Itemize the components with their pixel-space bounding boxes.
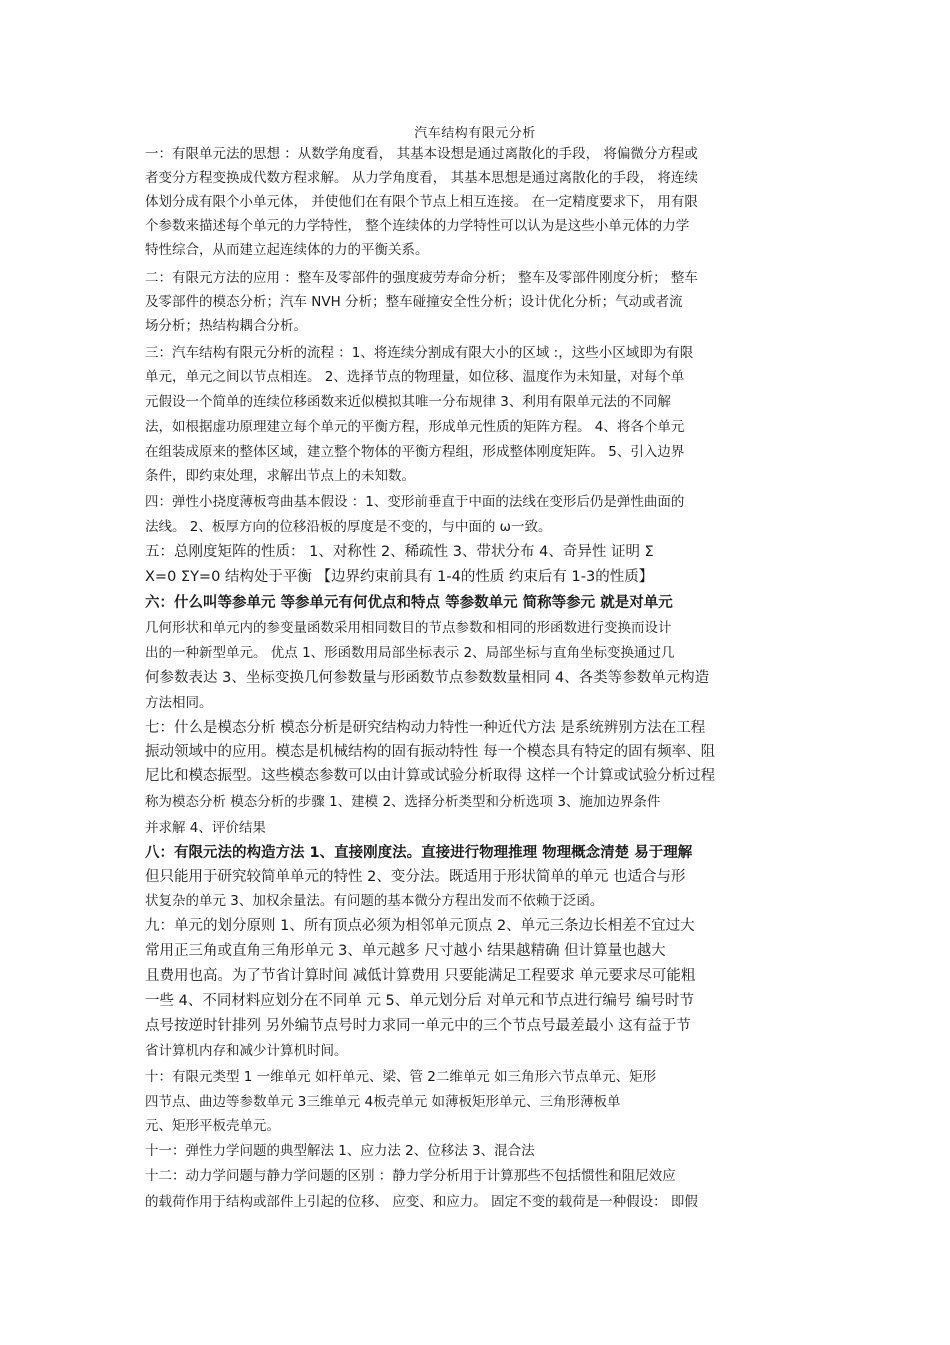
text-line: 十：有限元类型 1 一维单元 如杆单元、梁、管 2二维单元 如三角形六节点单元、矩形 (145, 1069, 657, 1085)
text-line: 者变分方程变换成代数方程求解。 从力学角度看， 其基本思想是通过离散化的手段， 将连续 (145, 170, 698, 186)
text-line: 一些 4、不同材料应划分在不同单 元 5、单元划分后 对单元和节点进行编号 编号时节 (145, 993, 694, 1009)
text-line: 四：弹性小挠度薄板弯曲基本假设 ：1、变形前垂直于中面的法线在变形后仍是弹性曲面的 (145, 494, 685, 510)
text-line: 六：什么叫等参单元 等参单元有何优点和特点 等参数单元 简称等参元 就是对单元 (145, 595, 673, 611)
text-line: 单元，单元之间以节点相连。 2、选择节点的物理量，如位移、温度作为未知量，对每个单 (145, 369, 685, 385)
text-line: 元假设一个简单的连续位移函数来近似模拟其唯一分布规律 3、利用有限单元法的不同解 (145, 394, 671, 410)
text-line: 省计算机内存和减少计算机时间。 (145, 1043, 348, 1059)
text-line: 常用正三角或直角三角形单元 3、单元越多 尺寸越小 结果越精确 但计算量也越大 (145, 943, 666, 959)
text-line: 状复杂的单元 3、加权余量法。有问题的基本微分方程出发而不依赖于泛函。 (145, 893, 604, 909)
text-line: X=0 ΣY=0 结构处于平衡 【边界约束前具有 1-4的性质 约束后有 1-3的性质】 (145, 569, 654, 585)
text-line: 振动领域中的应用。模态是机械结构的固有振动特性 每一个模态具有特定的固有频率、阻 (145, 744, 716, 760)
text-line: 元、矩形平板壳单元。 (145, 1118, 280, 1134)
text-line: 的载荷作用于结构或部件上引起的位移、 应变、和应力。 固定不变的载荷是一种假设： 即假 (145, 1194, 698, 1210)
text-line: 并求解 4、评价结果 (145, 820, 266, 836)
text-line: 出的一种新型单元。 优点 1、形函数用局部坐标表示 2、局部坐标与直角坐标变换通过几 (145, 645, 675, 661)
text-line: 四节点、曲边等参数单元 3三维单元 4板壳单元 如薄板矩形单元、三角形薄板单 (145, 1094, 621, 1110)
text-line: 条件，即约束处理，求解出节点上的未知数。 (145, 468, 415, 484)
document-title: 汽车结构有限元分析 (414, 126, 536, 141)
text-line: 十二：动力学问题与静力学问题的区别 ：静力学分析用于计算那些不包括惯性和阻尼效应 (145, 1168, 676, 1184)
text-line: 七：什么是模态分析 模态分析是研究结构动力特性一种近代方法 是系统辨别方法在工程 (145, 720, 706, 736)
text-line: 体划分成有限个小单元体， 并使他们在有限个节点上相互连接。 在一定精度要求下， 用有限 (145, 194, 698, 210)
text-line: 点号按逆时针排列 另外编节点号时力求同一单元中的三个节点号最差最小 这有益于节 (145, 1018, 691, 1034)
text-line: 法线。 2、板厚方向的位移沿板的厚度是不变的，与中面的 ω一致。 (145, 519, 552, 535)
text-line: 尼比和模态振型。这些模态参数可以由计算或试验分析取得 这样一个计算或试验分析过程 (145, 768, 716, 784)
text-line: 九：单元的划分原则 1、所有顶点必须为相邻单元顶点 2、单元三条边长相差不宜过大 (145, 918, 695, 934)
text-line: 八：有限元法的构造方法 1、直接刚度法。直接进行物理推理 物理概念清楚 易于理解 (145, 845, 693, 861)
text-line: 场分析；热结构耦合分析。 (145, 318, 307, 334)
text-line: 且费用也高。为了节省计算时间 减低计算费用 只要能满足工程要求 单元要求尽可能粗 (145, 968, 696, 984)
text-line: 五：总刚度矩阵的性质： 1、对称性 2、稀疏性 3、带状分布 4、奇异性 证明 Σ (145, 544, 654, 560)
text-line: 几何形状和单元内的参变量函数采用相同数目的节点参数和相同的形函数进行变换而设计 (145, 620, 672, 636)
text-line: 特性综合，从而建立起连续体的力的平衡关系。 (145, 242, 429, 258)
text-line: 法，如根据虚功原理建立每个单元的平衡方程，形成单元性质的矩阵方程。 4、将各个单元 (145, 419, 685, 435)
text-line: 何参数表达 3、坐标变换几何参数量与形函数节点参数数量相同 4、各类等参数单元构造 (145, 670, 710, 686)
text-line: 一：有限单元法的思想 ：从数学角度看， 其基本设想是通过离散化的手段， 将偏微分方程或 (145, 146, 698, 162)
text-line: 十一：弹性力学问题的典型解法 1、应力法 2、位移法 3、混合法 (145, 1143, 535, 1159)
text-line: 及零部件的模态分析；汽车 NVH 分析；整车碰撞安全性分析；设计优化分析；气动或者流 (145, 294, 683, 310)
text-line: 在组装成原来的整体区域，建立整个物体的平衡方程组，形成整体刚度矩阵。 5、引入边界 (145, 444, 685, 460)
text-line: 称为模态分析 模态分析的步骤 1、建模 2、选择分析类型和分析选项 3、施加边界条件 (145, 794, 661, 810)
text-line: 个参数来描述每个单元的力学特性， 整个连续体的力学特性可以认为是这些小单元体的力学 (145, 218, 690, 234)
text-line: 二：有限元方法的应用 ：整车及零部件的强度疲劳寿命分析； 整车及零部件刚度分析； 整车 (145, 270, 698, 286)
text-line: 三：汽车结构有限元分析的流程 ：1、将连续分割成有限大小的区域 :，这些小区域即为有限 (145, 345, 694, 361)
text-line: 但只能用于研究较简单单元的特性 2、变分法。既适用于形状简单的单元 也适合与形 (145, 869, 686, 885)
text-line: 方法相同。 (145, 695, 213, 711)
